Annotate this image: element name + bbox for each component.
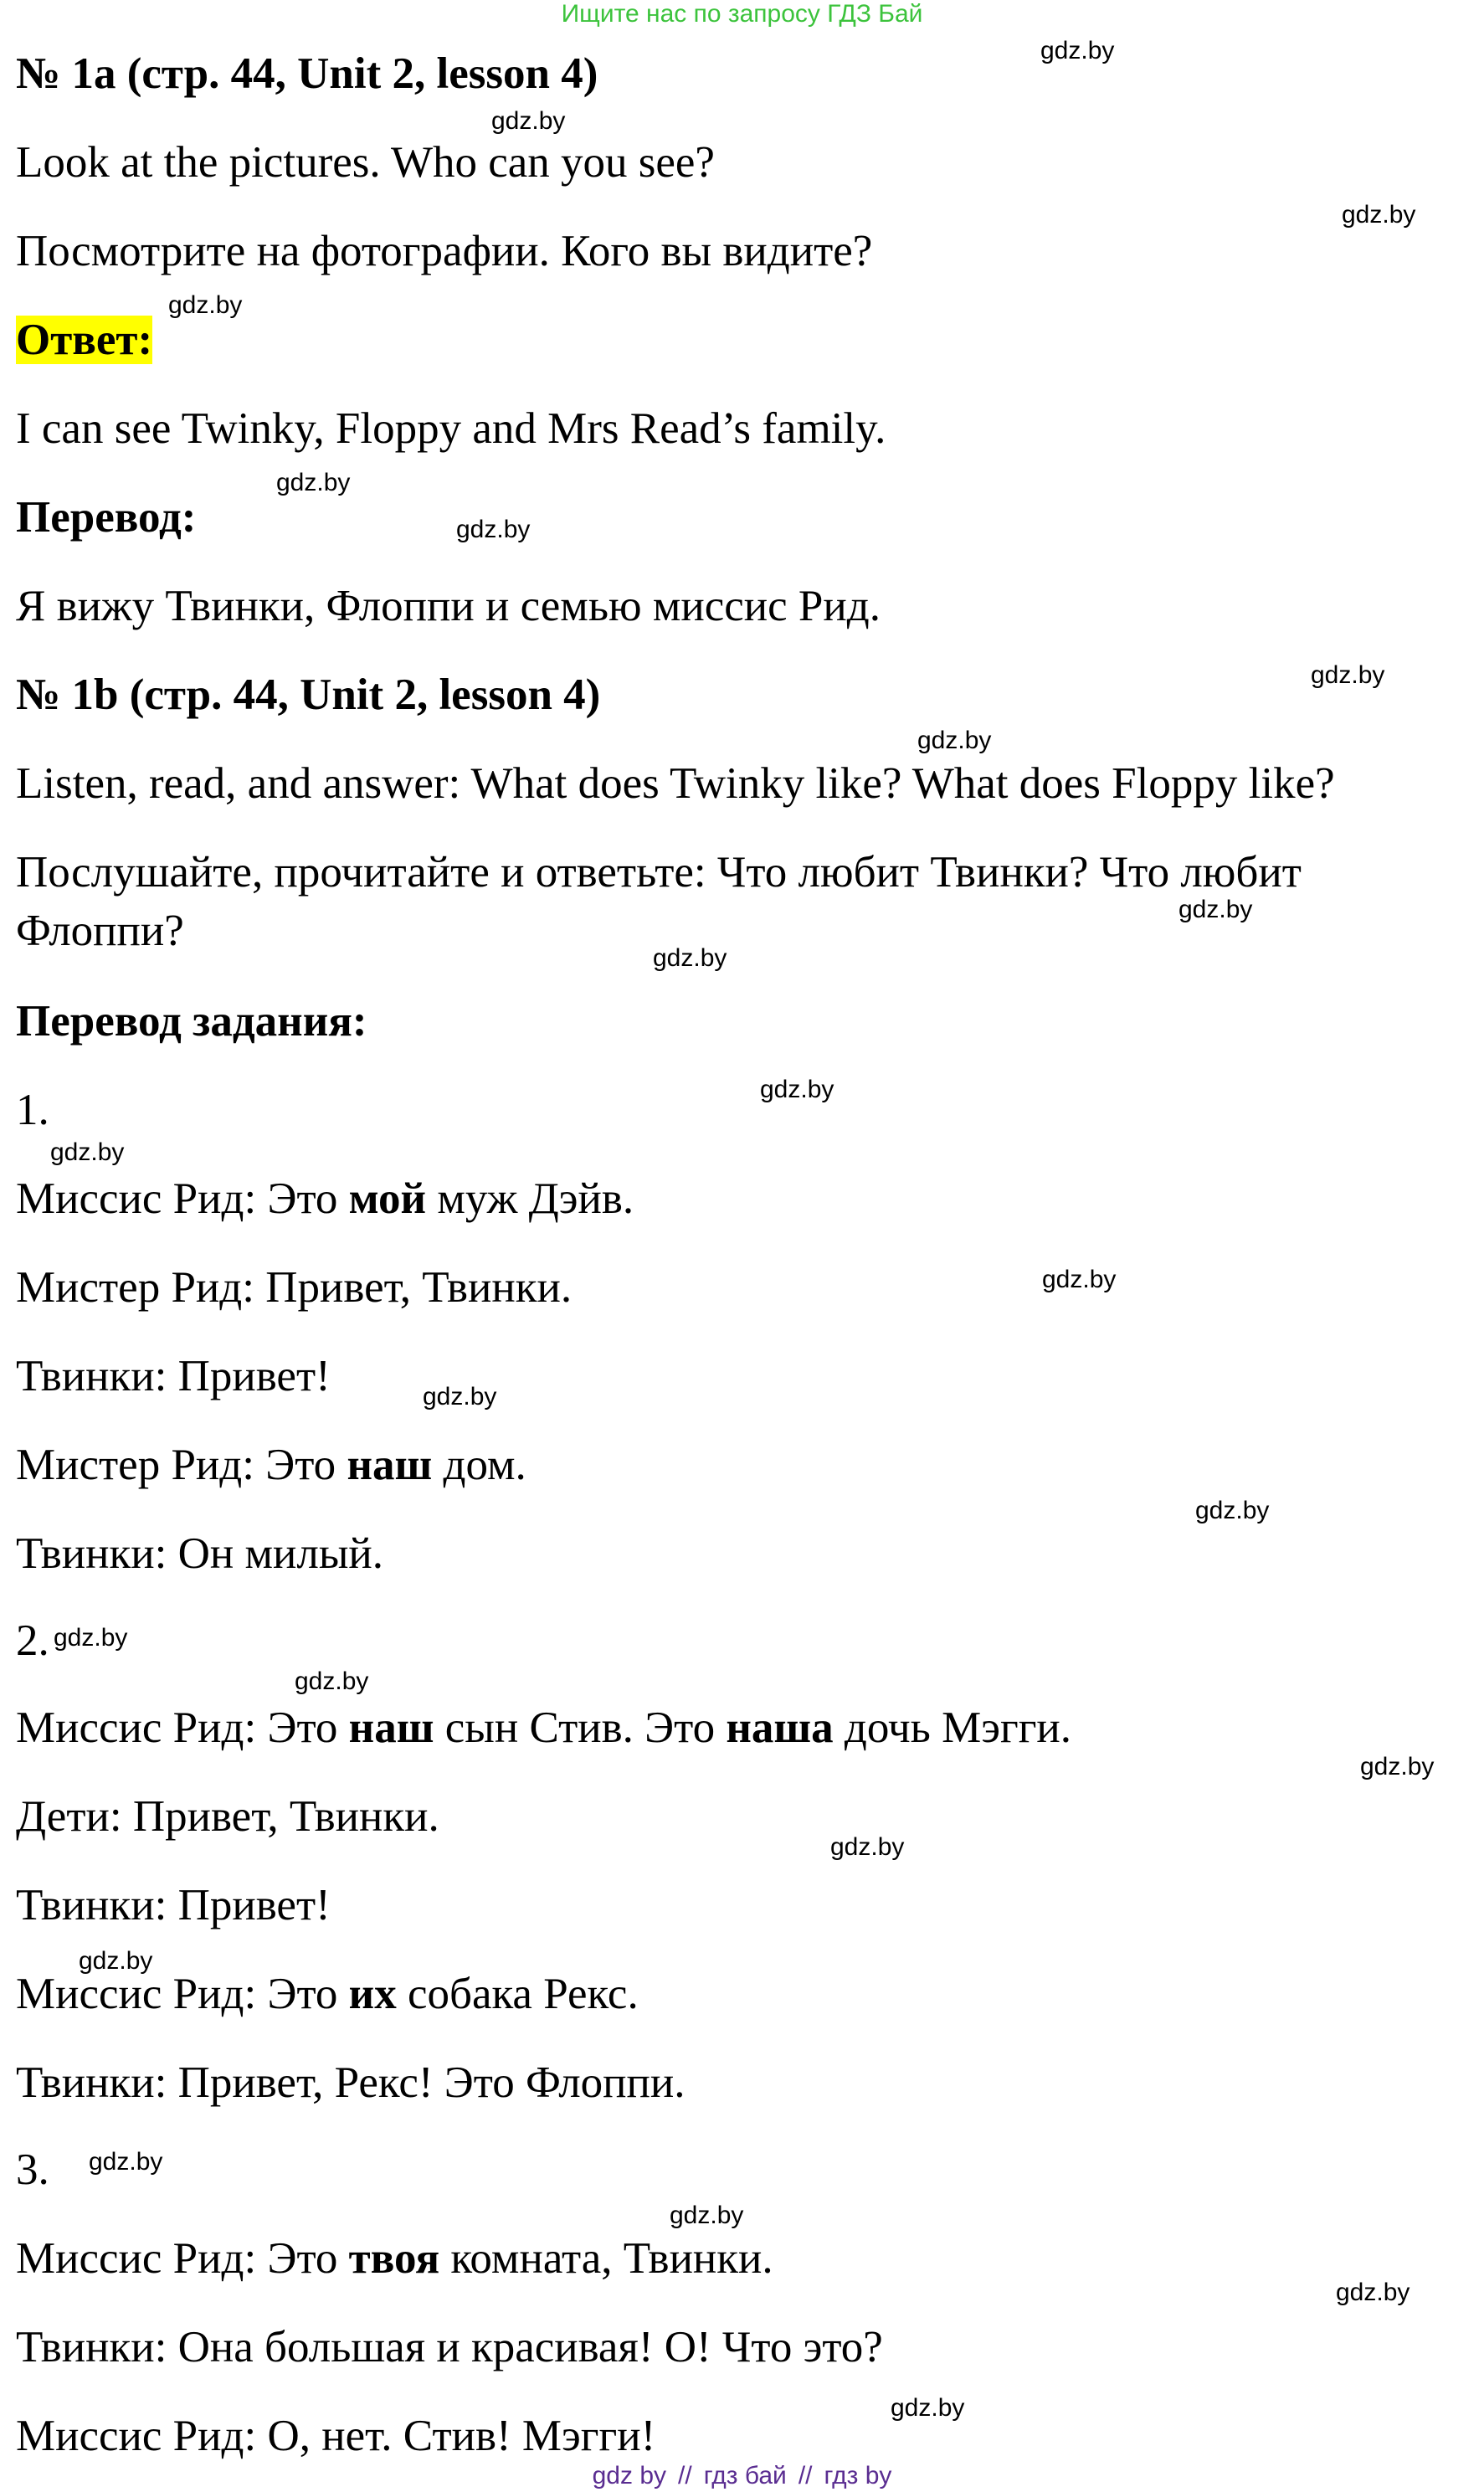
watermark: gdz.by xyxy=(891,2394,965,2422)
task-1a-answer: I can see Twinky, Floppy and Mrs Read’s family. xyxy=(16,404,886,453)
footer-link-gdz-by[interactable]: gdz by xyxy=(592,2462,667,2489)
dialogue-text: собака Рекс. xyxy=(396,1970,639,2018)
dialogue-line: Твинки: Привет, Рекс! Это Флоппи. xyxy=(16,2058,686,2107)
watermark: gdz.by xyxy=(670,2202,744,2229)
task-translation-label: Перевод задания: xyxy=(16,997,367,1046)
dialogue-line xyxy=(16,2233,773,2284)
footer-separator: // xyxy=(678,2462,692,2489)
watermark: gdz.by xyxy=(1195,1497,1270,1524)
dialogue-line: Дети: Привет, Твинки. xyxy=(16,1792,439,1841)
dialogue-line: Твинки: Привет! xyxy=(16,1881,331,1929)
task-1b-prompt-ru-line1: Послушайте, прочитайте и ответьте: Что любит Твинки? Что любит xyxy=(16,848,1302,897)
dialogue-line xyxy=(16,1174,634,1224)
part-3-number: 3. xyxy=(16,2145,49,2194)
dialogue-text: дом. xyxy=(432,1441,526,1489)
footer-links xyxy=(0,2462,1484,2490)
task-1a-prompt-ru: Посмотрите на фотографии. Кого вы видите? xyxy=(16,227,873,275)
dialogue-text: сын Стив. Это xyxy=(434,1703,727,1752)
dialogue-line xyxy=(16,1703,1071,1753)
watermark: gdz.by xyxy=(1040,37,1115,64)
task-1a-heading: № 1a (стр. 44, Unit 2, lesson 4) xyxy=(16,49,598,98)
dialogue-line: Твинки: Он милый. xyxy=(16,1529,384,1578)
watermark: gdz.by xyxy=(653,944,727,972)
dialogue-bold-word: наша xyxy=(726,1703,834,1752)
dialogue-text: Миссис Рид: Это xyxy=(16,1970,349,2018)
watermark: gdz.by xyxy=(54,1624,128,1652)
dialogue-text: муж Дэйв. xyxy=(426,1174,634,1223)
watermark: gdz.by xyxy=(50,1138,125,1166)
dialogue-text: Миссис Рид: Это xyxy=(16,2234,349,2283)
dialogue-line: Миссис Рид: О, нет. Стив! Мэгги! xyxy=(16,2412,656,2460)
dialogue-text: дочь Мэгги. xyxy=(833,1703,1072,1752)
watermark: gdz.by xyxy=(168,291,243,319)
watermark: gdz.by xyxy=(1342,201,1416,229)
search-banner: Ищите нас по запросу ГДЗ Бай xyxy=(561,0,923,28)
watermark: gdz.by xyxy=(456,516,531,543)
footer-link-gdz-bai[interactable]: гдз бай xyxy=(703,2462,787,2489)
dialogue-bold-word: твоя xyxy=(348,2234,440,2283)
dialogue-line xyxy=(16,1440,526,1490)
part-2-number: 2. xyxy=(16,1616,49,1665)
watermark: gdz.by xyxy=(295,1667,369,1695)
dialogue-line xyxy=(16,1969,639,2019)
dialogue-bold-word: их xyxy=(348,1970,397,2018)
watermark: gdz.by xyxy=(1336,2279,1410,2306)
dialogue-text: Миссис Рид: Это xyxy=(16,1703,349,1752)
dialogue-bold-word: наш xyxy=(348,1703,434,1752)
answer-label xyxy=(16,315,152,365)
watermark: gdz.by xyxy=(1178,896,1253,923)
dialogue-line: Твинки: Привет! xyxy=(16,1352,331,1400)
dialogue-text: Мистер Рид: Это xyxy=(16,1441,347,1489)
watermark: gdz.by xyxy=(917,727,992,754)
watermark: gdz.by xyxy=(79,1947,153,1975)
part-1-number: 1. xyxy=(16,1086,49,1134)
task-1b-prompt-ru-line2: Флоппи? xyxy=(16,907,184,955)
task-1b-prompt-en: Listen, read, and answer: What does Twinky like? What does Floppy like? xyxy=(16,759,1335,808)
watermark: gdz.by xyxy=(276,469,351,496)
dialogue-bold-word: мой xyxy=(348,1174,427,1223)
watermark: gdz.by xyxy=(760,1076,834,1103)
footer-separator: // xyxy=(798,2462,813,2489)
watermark: gdz.by xyxy=(1311,661,1385,689)
watermark: gdz.by xyxy=(1360,1753,1435,1780)
task-1b-heading: № 1b (стр. 44, Unit 2, lesson 4) xyxy=(16,671,601,719)
watermark: gdz.by xyxy=(89,2148,163,2176)
dialogue-line: Твинки: Она большая и красивая! О! Что это? xyxy=(16,2323,883,2371)
watermark: gdz.by xyxy=(491,107,566,135)
watermark: gdz.by xyxy=(1042,1266,1117,1293)
dialogue-bold-word: наш xyxy=(347,1441,433,1489)
task-1a-translation: Я вижу Твинки, Флоппи и семью миссис Рид. xyxy=(16,582,881,630)
watermark: gdz.by xyxy=(423,1383,497,1410)
task-1a-prompt-en: Look at the pictures. Who can you see? xyxy=(16,138,715,187)
translation-label: Перевод: xyxy=(16,493,197,542)
watermark: gdz.by xyxy=(830,1833,905,1861)
dialogue-text: комната, Твинки. xyxy=(439,2234,773,2283)
footer-link-gdz-by-ru[interactable]: гдз by xyxy=(824,2462,892,2489)
answer-label-highlight: Ответ: xyxy=(16,316,153,364)
dialogue-text: Миссис Рид: Это xyxy=(16,1174,349,1223)
dialogue-line: Мистер Рид: Привет, Твинки. xyxy=(16,1263,573,1312)
